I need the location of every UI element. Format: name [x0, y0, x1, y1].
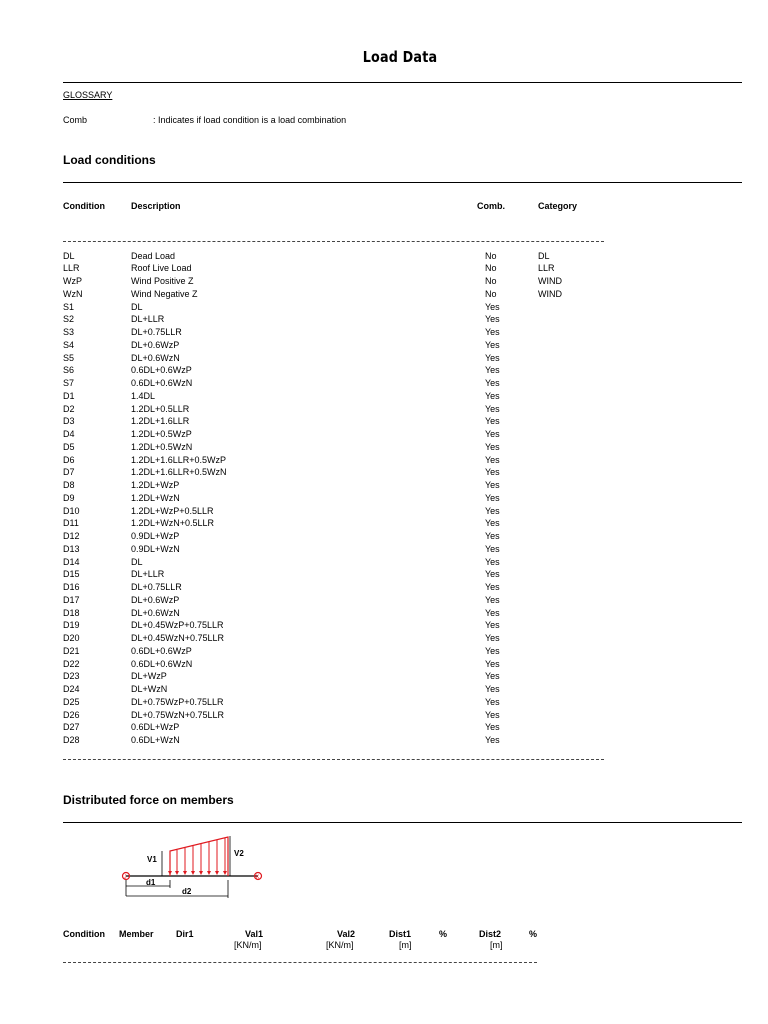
df-header-dir1: Dir1 — [176, 929, 194, 939]
cell-comb: Yes — [485, 492, 500, 503]
cell-comb: Yes — [485, 607, 500, 618]
cell-condition: WzN — [63, 288, 83, 299]
cell-comb: Yes — [485, 339, 500, 350]
cell-comb: No — [485, 276, 497, 286]
cell-condition: DL — [63, 250, 75, 261]
node-j-label: J — [124, 874, 127, 881]
cell-condition: S2 — [63, 314, 75, 325]
load-conditions-rule — [63, 182, 742, 183]
cell-description: 1.2DL+0.5WzP — [131, 429, 192, 439]
table-row — [0, 326, 768, 339]
cell-comb: Yes — [485, 518, 500, 529]
cell-description: 1.2DL+1.6LLR+0.5WzN — [131, 467, 227, 478]
d1-label: d1 — [146, 878, 156, 887]
cell-comb: Yes — [485, 416, 500, 427]
table-row — [0, 683, 768, 696]
load-conditions-heading: Load conditions — [63, 153, 156, 167]
cell-description: 1.4DL — [131, 390, 156, 401]
cell-condition: D27 — [63, 722, 80, 733]
cell-description: 1.2DL+WzP — [131, 480, 180, 490]
cell-comb: Yes — [485, 467, 500, 478]
table-row — [0, 505, 768, 518]
cell-category: WIND — [538, 276, 562, 286]
table-row — [0, 658, 768, 671]
table-row — [0, 364, 768, 377]
cell-condition: D10 — [63, 505, 80, 516]
cell-condition: D15 — [63, 569, 80, 580]
cell-condition: D19 — [63, 620, 80, 631]
cell-description: DL+0.75WzN+0.75LLR — [131, 709, 225, 720]
cell-condition: D23 — [63, 671, 80, 682]
table-top-divider — [63, 241, 604, 242]
cell-comb: Yes — [485, 709, 500, 720]
cell-condition: D2 — [63, 403, 75, 414]
cell-comb: Yes — [485, 505, 500, 516]
cell-comb: Yes — [485, 314, 500, 325]
df-unit-val1: [KN/m] — [234, 940, 262, 950]
cell-description: Wind Positive Z — [131, 276, 194, 286]
cell-description: DL+0.6WzP — [131, 594, 180, 605]
column-header-description: Description — [131, 201, 181, 211]
cell-condition: D20 — [63, 633, 80, 643]
cell-comb: Yes — [485, 378, 500, 388]
cell-description: DL+0.6WzN — [131, 607, 180, 618]
cell-comb: Yes — [485, 633, 500, 643]
table-row — [0, 415, 768, 428]
cell-comb: Yes — [485, 365, 500, 376]
table-row — [0, 313, 768, 326]
cell-condition: D12 — [63, 531, 80, 541]
df-header-member: Member — [119, 929, 154, 939]
cell-condition: S5 — [63, 352, 75, 363]
cell-description: DL+WzN — [131, 684, 168, 694]
cell-description: 1.2DL+1.6LLR+0.5WzP — [131, 454, 227, 465]
table-row — [0, 479, 768, 492]
cell-comb: Yes — [485, 390, 500, 401]
glossary-term: Comb — [63, 115, 88, 125]
cell-category: DL — [538, 250, 550, 261]
v1-label: V1 — [147, 855, 157, 864]
table-row — [0, 645, 768, 658]
distributed-force-heading: Distributed force on members — [63, 793, 234, 807]
cell-condition: D25 — [63, 696, 80, 707]
cell-comb: No — [485, 288, 497, 299]
df-header-dist2: Dist2 — [479, 929, 502, 939]
table-row — [0, 301, 768, 314]
cell-description: DL+0.75LLR — [131, 582, 182, 592]
df-header-percent-1: % — [439, 929, 448, 939]
v2-label: V2 — [234, 849, 244, 858]
cell-comb: Yes — [485, 301, 500, 312]
table-row — [0, 275, 768, 288]
cell-description: Roof Live Load — [131, 263, 192, 274]
cell-condition: D21 — [63, 645, 80, 656]
cell-category: LLR — [538, 263, 555, 274]
cell-description: 1.2DL+WzN — [131, 492, 180, 503]
table-row — [0, 262, 768, 275]
cell-condition: D3 — [63, 416, 75, 427]
cell-description: DL+0.45WzN+0.75LLR — [131, 633, 225, 643]
cell-comb: Yes — [485, 429, 500, 439]
cell-condition: D1 — [63, 390, 75, 401]
table-row — [0, 543, 768, 556]
cell-comb: Yes — [485, 480, 500, 490]
cell-condition: D5 — [63, 441, 75, 452]
cell-condition: D13 — [63, 543, 80, 554]
cell-description: Wind Negative Z — [131, 288, 198, 299]
cell-condition: D22 — [63, 658, 80, 669]
table-row — [0, 709, 768, 722]
cell-description: 1.2DL+WzN+0.5LLR — [131, 518, 215, 529]
cell-description: DL+0.75WzP+0.75LLR — [131, 696, 224, 707]
cell-comb: Yes — [485, 403, 500, 414]
column-header-comb: Comb. — [477, 201, 505, 211]
table-row — [0, 441, 768, 454]
table-row — [0, 594, 768, 607]
cell-description: DL+WzP — [131, 671, 167, 682]
cell-description: DL+LLR — [131, 314, 165, 325]
df-unit-dist2: [m] — [490, 940, 503, 950]
cell-condition: D4 — [63, 429, 75, 439]
table-row — [0, 530, 768, 543]
cell-description: 1.2DL+0.5LLR — [131, 403, 190, 414]
cell-condition: D9 — [63, 492, 75, 503]
cell-comb: Yes — [485, 620, 500, 631]
table-row — [0, 721, 768, 734]
cell-comb: Yes — [485, 645, 500, 656]
cell-comb: Yes — [485, 735, 500, 745]
cell-description: Dead Load — [131, 250, 176, 261]
cell-description: 0.6DL+0.6WzN — [131, 658, 193, 669]
cell-comb: Yes — [485, 441, 500, 452]
cell-condition: S6 — [63, 365, 75, 376]
cell-category: WIND — [538, 288, 562, 299]
cell-comb: Yes — [485, 352, 500, 363]
cell-comb: Yes — [485, 722, 500, 733]
title-rule — [63, 82, 742, 83]
cell-description: 0.6DL+0.6WzP — [131, 365, 192, 376]
load-outline — [170, 837, 228, 876]
cell-comb: Yes — [485, 327, 500, 337]
cell-description: 0.9DL+WzP — [131, 531, 180, 541]
cell-comb: Yes — [485, 531, 500, 541]
table-row — [0, 352, 768, 365]
cell-condition: D24 — [63, 684, 80, 694]
cell-comb: Yes — [485, 684, 500, 694]
df-unit-val2: [KN/m] — [326, 940, 354, 950]
df-header-val1: Val1 — [245, 929, 264, 939]
table-row — [0, 734, 768, 747]
cell-condition: S1 — [63, 301, 75, 312]
cell-condition: D7 — [63, 467, 75, 478]
load-arrowheads — [168, 871, 227, 875]
cell-description: 0.9DL+WzN — [131, 543, 180, 554]
cell-condition: S3 — [63, 327, 75, 337]
cell-description: DL+0.6WzN — [131, 352, 180, 363]
column-header-condition: Condition — [63, 201, 105, 211]
glossary-heading: GLOSSARY — [63, 90, 113, 100]
cell-comb: Yes — [485, 582, 500, 592]
cell-description: DL+LLR — [131, 569, 165, 580]
table-row — [0, 619, 768, 632]
cell-description: 0.6DL+0.6WzP — [131, 645, 192, 656]
cell-condition: D18 — [63, 607, 80, 618]
df-header-dist1: Dist1 — [389, 929, 412, 939]
cell-condition: LLR — [63, 263, 80, 274]
df-header-percent-2: % — [529, 929, 538, 939]
cell-comb: Yes — [485, 696, 500, 707]
cell-description: 0.6DL+0.6WzN — [131, 378, 193, 388]
table-row — [0, 403, 768, 416]
table-row — [0, 581, 768, 594]
cell-condition: D14 — [63, 556, 80, 567]
table-row — [0, 607, 768, 620]
table-row — [0, 339, 768, 352]
cell-condition: S7 — [63, 378, 75, 388]
table-row — [0, 288, 768, 301]
load-arrows — [170, 838, 225, 874]
table-row — [0, 568, 768, 581]
table-row — [0, 466, 768, 479]
cell-comb: Yes — [485, 569, 500, 580]
cell-comb: No — [485, 263, 497, 274]
distributed-load-diagram — [110, 830, 280, 900]
column-header-category: Category — [538, 201, 578, 211]
cell-comb: Yes — [485, 556, 500, 567]
table-row — [0, 428, 768, 441]
table-row — [0, 250, 768, 263]
cell-comb: Yes — [485, 594, 500, 605]
page-title: Load Data — [362, 48, 438, 66]
df-header-condition: Condition — [63, 929, 105, 939]
cell-condition: D8 — [63, 480, 75, 490]
cell-condition: D11 — [63, 518, 79, 529]
cell-comb: No — [485, 250, 497, 261]
cell-condition: S4 — [63, 339, 75, 350]
df-header-val2: Val2 — [337, 929, 356, 939]
cell-condition: D16 — [63, 582, 80, 592]
cell-comb: Yes — [485, 543, 500, 554]
cell-comb: Yes — [485, 454, 500, 465]
d2-label: d2 — [182, 887, 192, 896]
cell-description: DL — [131, 301, 143, 312]
cell-description: 1.2DL+WzP+0.5LLR — [131, 505, 214, 516]
cell-description: DL+0.6WzP — [131, 339, 180, 350]
table-row — [0, 670, 768, 683]
cell-condition: D17 — [63, 594, 80, 605]
table-row — [0, 696, 768, 709]
table-row — [0, 632, 768, 645]
cell-description: DL+0.75LLR — [131, 327, 182, 337]
table-row — [0, 556, 768, 569]
table-row — [0, 517, 768, 530]
table-row — [0, 454, 768, 467]
cell-description: 1.2DL+1.6LLR — [131, 416, 190, 427]
cell-comb: Yes — [485, 658, 500, 669]
cell-description: 1.2DL+0.5WzN — [131, 441, 193, 452]
distributed-force-rule — [63, 822, 742, 823]
cell-description: DL — [131, 556, 143, 567]
table-row — [0, 492, 768, 505]
node-k-label: K — [256, 874, 260, 881]
cell-condition: WzP — [63, 276, 82, 286]
glossary-definition: : Indicates if load condition is a load combination — [153, 115, 347, 125]
cell-description: DL+0.45WzP+0.75LLR — [131, 620, 224, 631]
table-row — [0, 390, 768, 403]
table-row — [0, 377, 768, 390]
cell-condition: D26 — [63, 709, 80, 720]
cell-description: 0.6DL+WzP — [131, 722, 180, 733]
table-bottom-divider — [63, 759, 604, 760]
df-table-divider — [63, 962, 537, 963]
cell-condition: D28 — [63, 735, 80, 745]
df-unit-dist1: [m] — [399, 940, 412, 950]
cell-condition: D6 — [63, 454, 75, 465]
cell-description: 0.6DL+WzN — [131, 735, 180, 745]
cell-comb: Yes — [485, 671, 500, 682]
